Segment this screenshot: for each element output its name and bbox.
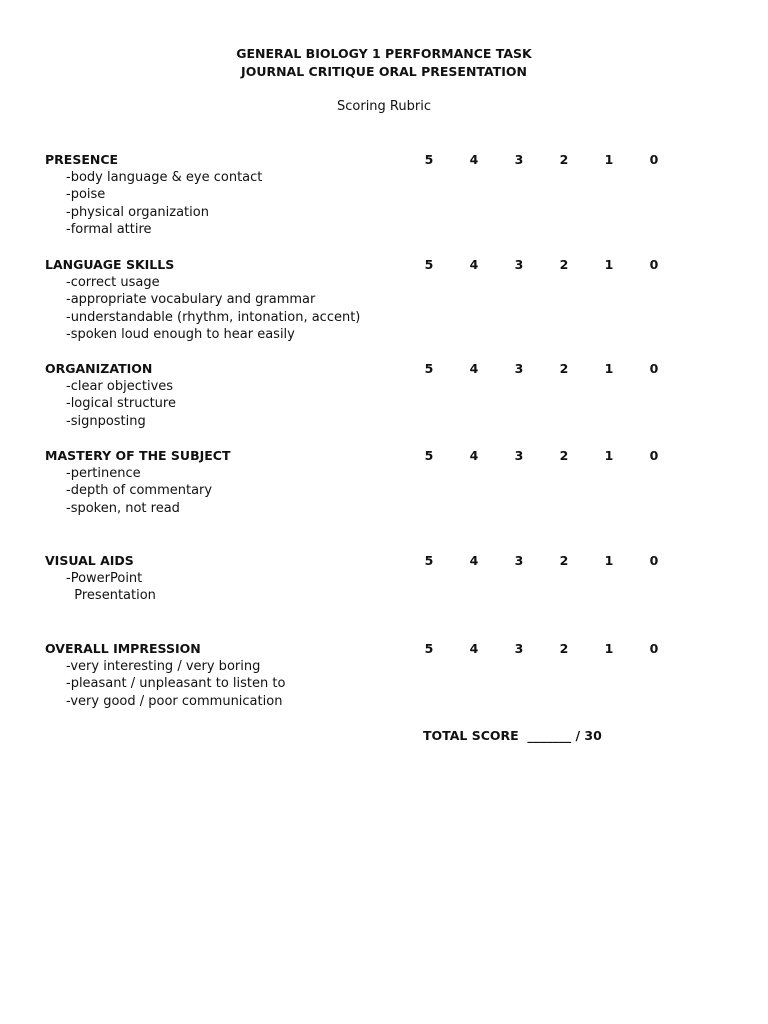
document-subtitle: Scoring Rubric (337, 99, 431, 114)
criterion-item: -correct usage (66, 274, 160, 290)
criterion-items (66, 570, 156, 605)
criterion-name: MASTERY OF THE SUBJECT (45, 448, 231, 463)
score-option[interactable]: 5 (424, 361, 434, 376)
score-option[interactable]: 0 (649, 553, 659, 568)
score-option[interactable]: 2 (559, 448, 569, 463)
score-option[interactable]: 0 (649, 152, 659, 167)
score-option[interactable]: 1 (604, 448, 614, 463)
score-option[interactable]: 0 (649, 641, 659, 656)
score-option[interactable]: 3 (514, 361, 524, 376)
criterion-item: -poise (66, 187, 106, 202)
score-option[interactable]: 0 (649, 448, 659, 463)
score-option[interactable]: 4 (469, 152, 479, 167)
score-scale (423, 256, 673, 274)
score-scale (423, 447, 673, 465)
score-option[interactable]: 5 (424, 553, 434, 568)
score-option[interactable]: 5 (424, 152, 434, 167)
criterion-item: -physical organization (66, 204, 209, 220)
criterion-item: -PowerPoint (66, 570, 143, 586)
score-option[interactable]: 2 (559, 361, 569, 376)
score-option[interactable]: 3 (514, 152, 524, 167)
score-option[interactable]: 1 (604, 152, 614, 167)
criterion-name: OVERALL IMPRESSION (45, 641, 201, 656)
score-option[interactable]: 5 (424, 448, 434, 463)
criterion-item: -clear objectives (66, 378, 174, 394)
score-option[interactable]: 5 (424, 257, 434, 272)
criterion-item: -understandable (rhythm, intonation, accent) (66, 309, 361, 325)
score-option[interactable]: 2 (559, 553, 569, 568)
criterion-name: ORGANIZATION (45, 361, 153, 376)
score-option[interactable]: 2 (559, 641, 569, 656)
score-option[interactable]: 4 (469, 361, 479, 376)
score-scale (423, 151, 673, 169)
criterion-items (66, 658, 285, 711)
score-option[interactable]: 0 (649, 257, 659, 272)
score-option[interactable]: 4 (469, 641, 479, 656)
criterion-item: -pleasant / unpleasant to listen to (66, 676, 286, 691)
score-option[interactable]: 5 (424, 641, 434, 656)
score-scale (423, 360, 673, 378)
score-option[interactable]: 3 (514, 641, 524, 656)
criterion-item: -body language & eye contact (66, 169, 263, 185)
criterion-item: -pertinence (66, 465, 141, 481)
score-option[interactable]: 0 (649, 361, 659, 376)
score-option[interactable]: 1 (604, 553, 614, 568)
criterion-item: -appropriate vocabulary and grammar (66, 292, 316, 307)
score-option[interactable]: 1 (604, 361, 614, 376)
score-scale (423, 552, 673, 570)
criterion-item: -very good / poor communication (66, 693, 283, 709)
criterion-name: LANGUAGE SKILLS (45, 257, 175, 272)
criterion-name: VISUAL AIDS (45, 553, 134, 568)
criterion-item: -very interesting / very boring (66, 658, 261, 674)
criterion-items (66, 378, 176, 431)
score-option[interactable]: 1 (604, 641, 614, 656)
score-option[interactable]: 3 (514, 553, 524, 568)
score-option[interactable]: 4 (469, 553, 479, 568)
total-score-line: TOTAL SCORE _______ / 30 (423, 728, 602, 743)
score-option[interactable]: 4 (469, 448, 479, 463)
criterion-item: -formal attire (66, 222, 152, 237)
score-scale (423, 640, 673, 658)
criterion-item: -depth of commentary (66, 483, 213, 498)
criterion-item: -signposting (66, 413, 146, 429)
criterion-items (66, 465, 212, 518)
document-title-line-1: GENERAL BIOLOGY 1 PERFORMANCE TASK (236, 46, 532, 61)
criterion-item: -spoken, not read (66, 500, 180, 516)
criterion-items (66, 274, 360, 344)
score-option[interactable]: 2 (559, 257, 569, 272)
score-option[interactable]: 2 (559, 152, 569, 167)
criterion-item: Presentation (66, 588, 156, 603)
score-option[interactable]: 3 (514, 448, 524, 463)
criterion-item: -logical structure (66, 396, 176, 411)
score-option[interactable]: 1 (604, 257, 614, 272)
criterion-items (66, 169, 262, 239)
criterion-name: PRESENCE (45, 152, 119, 167)
criterion-item: -spoken loud enough to hear easily (66, 327, 295, 342)
score-option[interactable]: 3 (514, 257, 524, 272)
document-title-line-2: JOURNAL CRITIQUE ORAL PRESENTATION (241, 64, 527, 79)
score-option[interactable]: 4 (469, 257, 479, 272)
